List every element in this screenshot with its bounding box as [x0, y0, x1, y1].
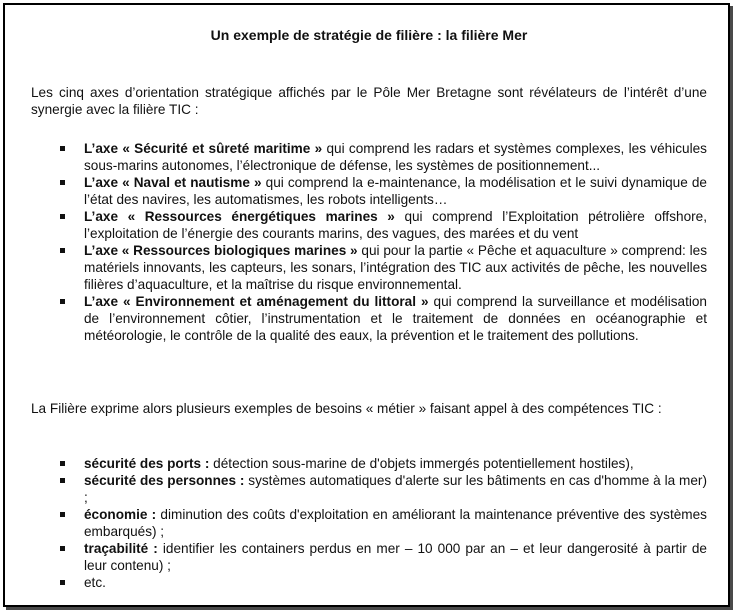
bullet-icon: [60, 214, 65, 219]
bullet-icon: [60, 299, 65, 304]
bullet-icon: [60, 580, 65, 585]
axis-text: qui comprend la e-maintenance, la modélisation et le suivi dynamique de l’état des navires, les automatismes, les robots intelligents…: [84, 175, 707, 207]
list-item: [31, 242, 707, 293]
intro-paragraph: Les cinq axes d’orientation stratégique affichés par le Pôle Mer Bretagne sont révélateurs de l’intérêt d’une synergie avec la filière TIC :: [31, 85, 707, 117]
list-item: [31, 208, 707, 242]
document-frame: [3, 3, 730, 607]
list-item: [31, 506, 707, 540]
needs-list: [31, 455, 707, 591]
need-text: systèmes automatiques d'alerte sur les bâtiments en cas d'homme à la mer) ;: [84, 473, 707, 505]
list-item: [31, 140, 707, 174]
bullet-icon: [60, 248, 65, 253]
needs-intro-paragraph: La Filière exprime alors plusieurs exemples de besoins « métier » faisant appel à des compétences TIC :: [31, 401, 662, 416]
need-title: sécurité des personnes :: [84, 473, 245, 488]
bullet-icon: [60, 146, 65, 151]
need-text: etc.: [84, 575, 106, 590]
list-item: [31, 293, 707, 344]
axis-title: L’axe « Ressources énergétiques marines »: [84, 209, 395, 224]
bullet-icon: [60, 180, 65, 185]
need-title: économie :: [84, 507, 157, 522]
axes-list: [31, 140, 707, 344]
need-text: diminution des coûts d'exploitation en améliorant la maintenance préventive des systèmes embarqués) ;: [84, 507, 707, 539]
list-item: [31, 174, 707, 208]
axis-text: qui comprend les radars et systèmes complexes, les véhicules sous-marins autonomes, l’électronique de défense, les systèmes de positionnement...: [84, 141, 707, 173]
axis-title: L’axe « Naval et nautisme »: [84, 175, 262, 190]
page-title: Un exemple de stratégie de filière : la filière Mer: [210, 27, 528, 43]
axis-title: L’axe « Ressources biologiques marines »: [84, 243, 358, 258]
need-title: traçabilité :: [84, 541, 158, 556]
bullet-icon: [60, 546, 65, 551]
bullet-icon: [60, 478, 65, 483]
axis-text: qui pour la partie « Pêche et aquaculture » comprend: les matériels innovants, les capteurs, les sonars, l’intégration des TIC aux activités de pêche, les nouvelles filières d’aquaculture, et la maîtrise du risque environnemental.: [84, 243, 707, 292]
list-item: [31, 455, 707, 472]
axis-text: qui comprend la surveillance et modélisation de l’environnement côtier, l’instrumentation et le traitement de données en océanographie et météorologie, le contrôle de la qualité des eaux, la prévention et le traitement des pollutions.: [84, 294, 707, 343]
bullet-icon: [60, 512, 65, 517]
bullet-icon: [60, 461, 65, 466]
list-item: [31, 540, 707, 574]
need-title: sécurité des ports :: [84, 456, 210, 471]
axis-title: L’axe « Sécurité et sûreté maritime »: [84, 141, 323, 156]
list-item: [31, 472, 707, 506]
axis-title: L’axe « Environnement et aménagement du littoral »: [84, 294, 429, 309]
list-item: [31, 574, 707, 591]
axis-text: qui comprend l’Exploitation pétrolière offshore, l’exploitation de l’énergie des courants marins, des vagues, des marées et du vent: [84, 209, 707, 241]
need-text: détection sous-marine de d'objets immergés potentiellement hostiles),: [209, 456, 634, 471]
need-text: identifier les containers perdus en mer – 10 000 par an – et leur dangerosité à partir de leur contenu) ;: [84, 541, 707, 573]
